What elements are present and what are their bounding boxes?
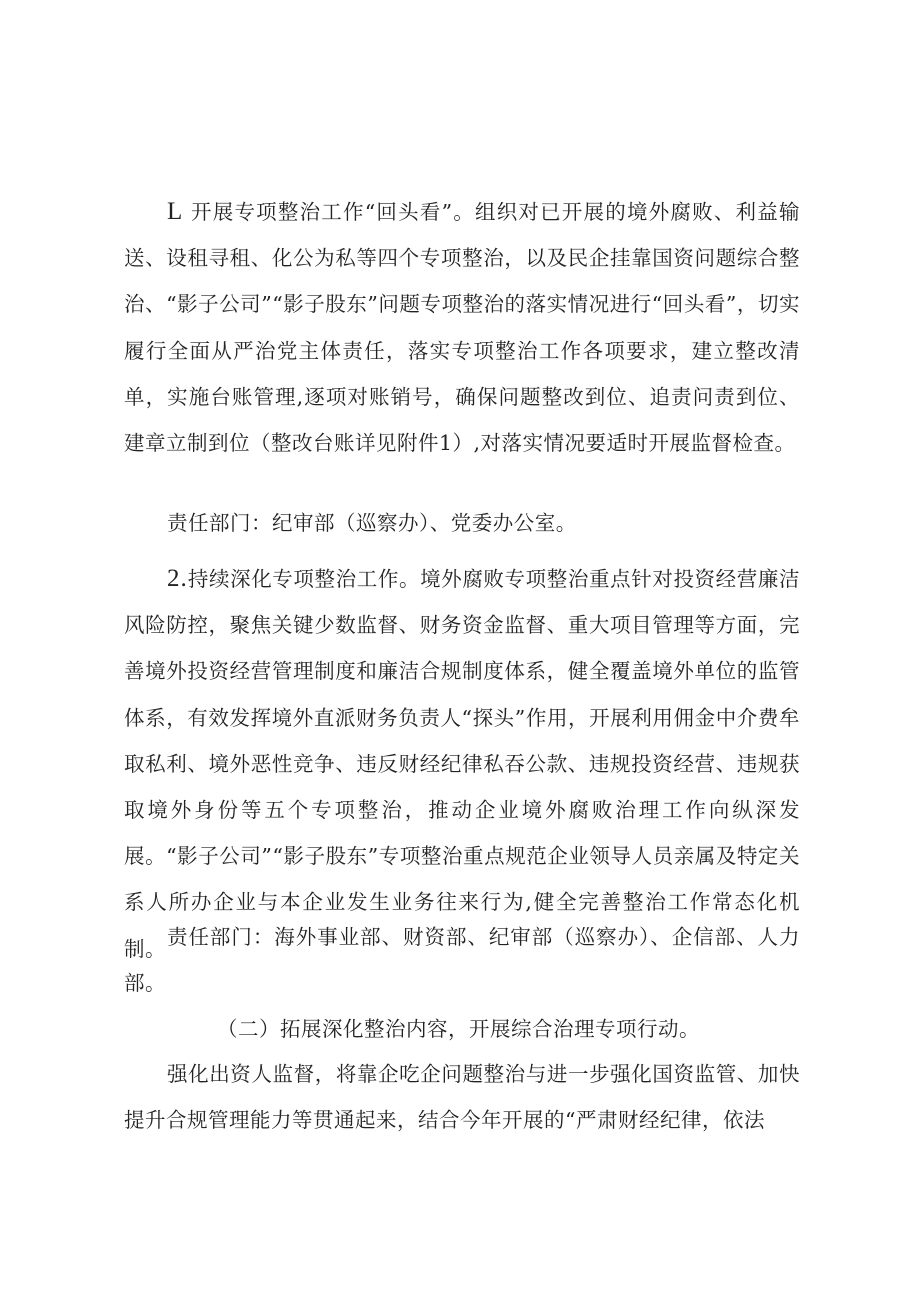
paragraph-deepen-rectification <box>124 556 800 972</box>
section-heading: （二）拓展深化整治内容，开展综合治理专项行动。 <box>217 1017 700 1041</box>
responsible-departments-2: 责任部门：海外事业部、财资部、纪审部（巡察办）、企信部、人力部。 <box>124 925 800 996</box>
paragraph-investor-supervision: 强化出资人监督，将靠企吃企问题整治与进一步强化国资监管、加快提升合规管理能力等贯通起来，结合今年开展的“严肃财经纪律，依法 <box>124 1062 800 1133</box>
item-number: 2. <box>167 565 188 592</box>
paragraph-text: 持续深化专项整治工作。境外腐败专项整治重点针对投资经营廉洁风险防控，聚焦关键少数监督、财务资金监督、重大项目管理等方面，完善境外投资经营管理制度和廉洁合规制度体系，健全覆盖境外单位的监管体系，有效发挥境外直派财务负责人“探头”作用，开展利用佣金中介费牟取私利、境外恶性竞争、违反财经纪律私吞公款、违规投资经营、违规获取境外身份等五个专项整治，推动企业境外腐败治理工作向纵深发展。“影子公司”“影子股东”专项整治重点规范企业领导人员亲属及特定关系人所办企业与本企业发生业务往来行为,健全完善整治工作常态化机制。 <box>124 567 800 961</box>
item-number: L <box>167 198 184 225</box>
paragraph-review-rectification <box>124 189 800 466</box>
paragraph-text: 开展专项整治工作“回头看”。组织对已开展的境外腐败、利益输送、设租寻租、化公为私等四个专项整治，以及民企挂靠国资问题综合整治、“影子公司”“影子股东”问题专项整治的落实情况进行“回头看”，切实履行全面从严治党主体责任，落实专项整治工作各项要求，建立整改清单，实施台账管理,逐项对账销号，确保问题整改到位、追责问责到位、建章立制到位（整改台账详见附件1）,对落实情况要适时开展监督检查。 <box>124 200 800 456</box>
responsible-departments-1: 责任部门：纪审部（巡察办）、党委办公室。 <box>167 511 577 535</box>
